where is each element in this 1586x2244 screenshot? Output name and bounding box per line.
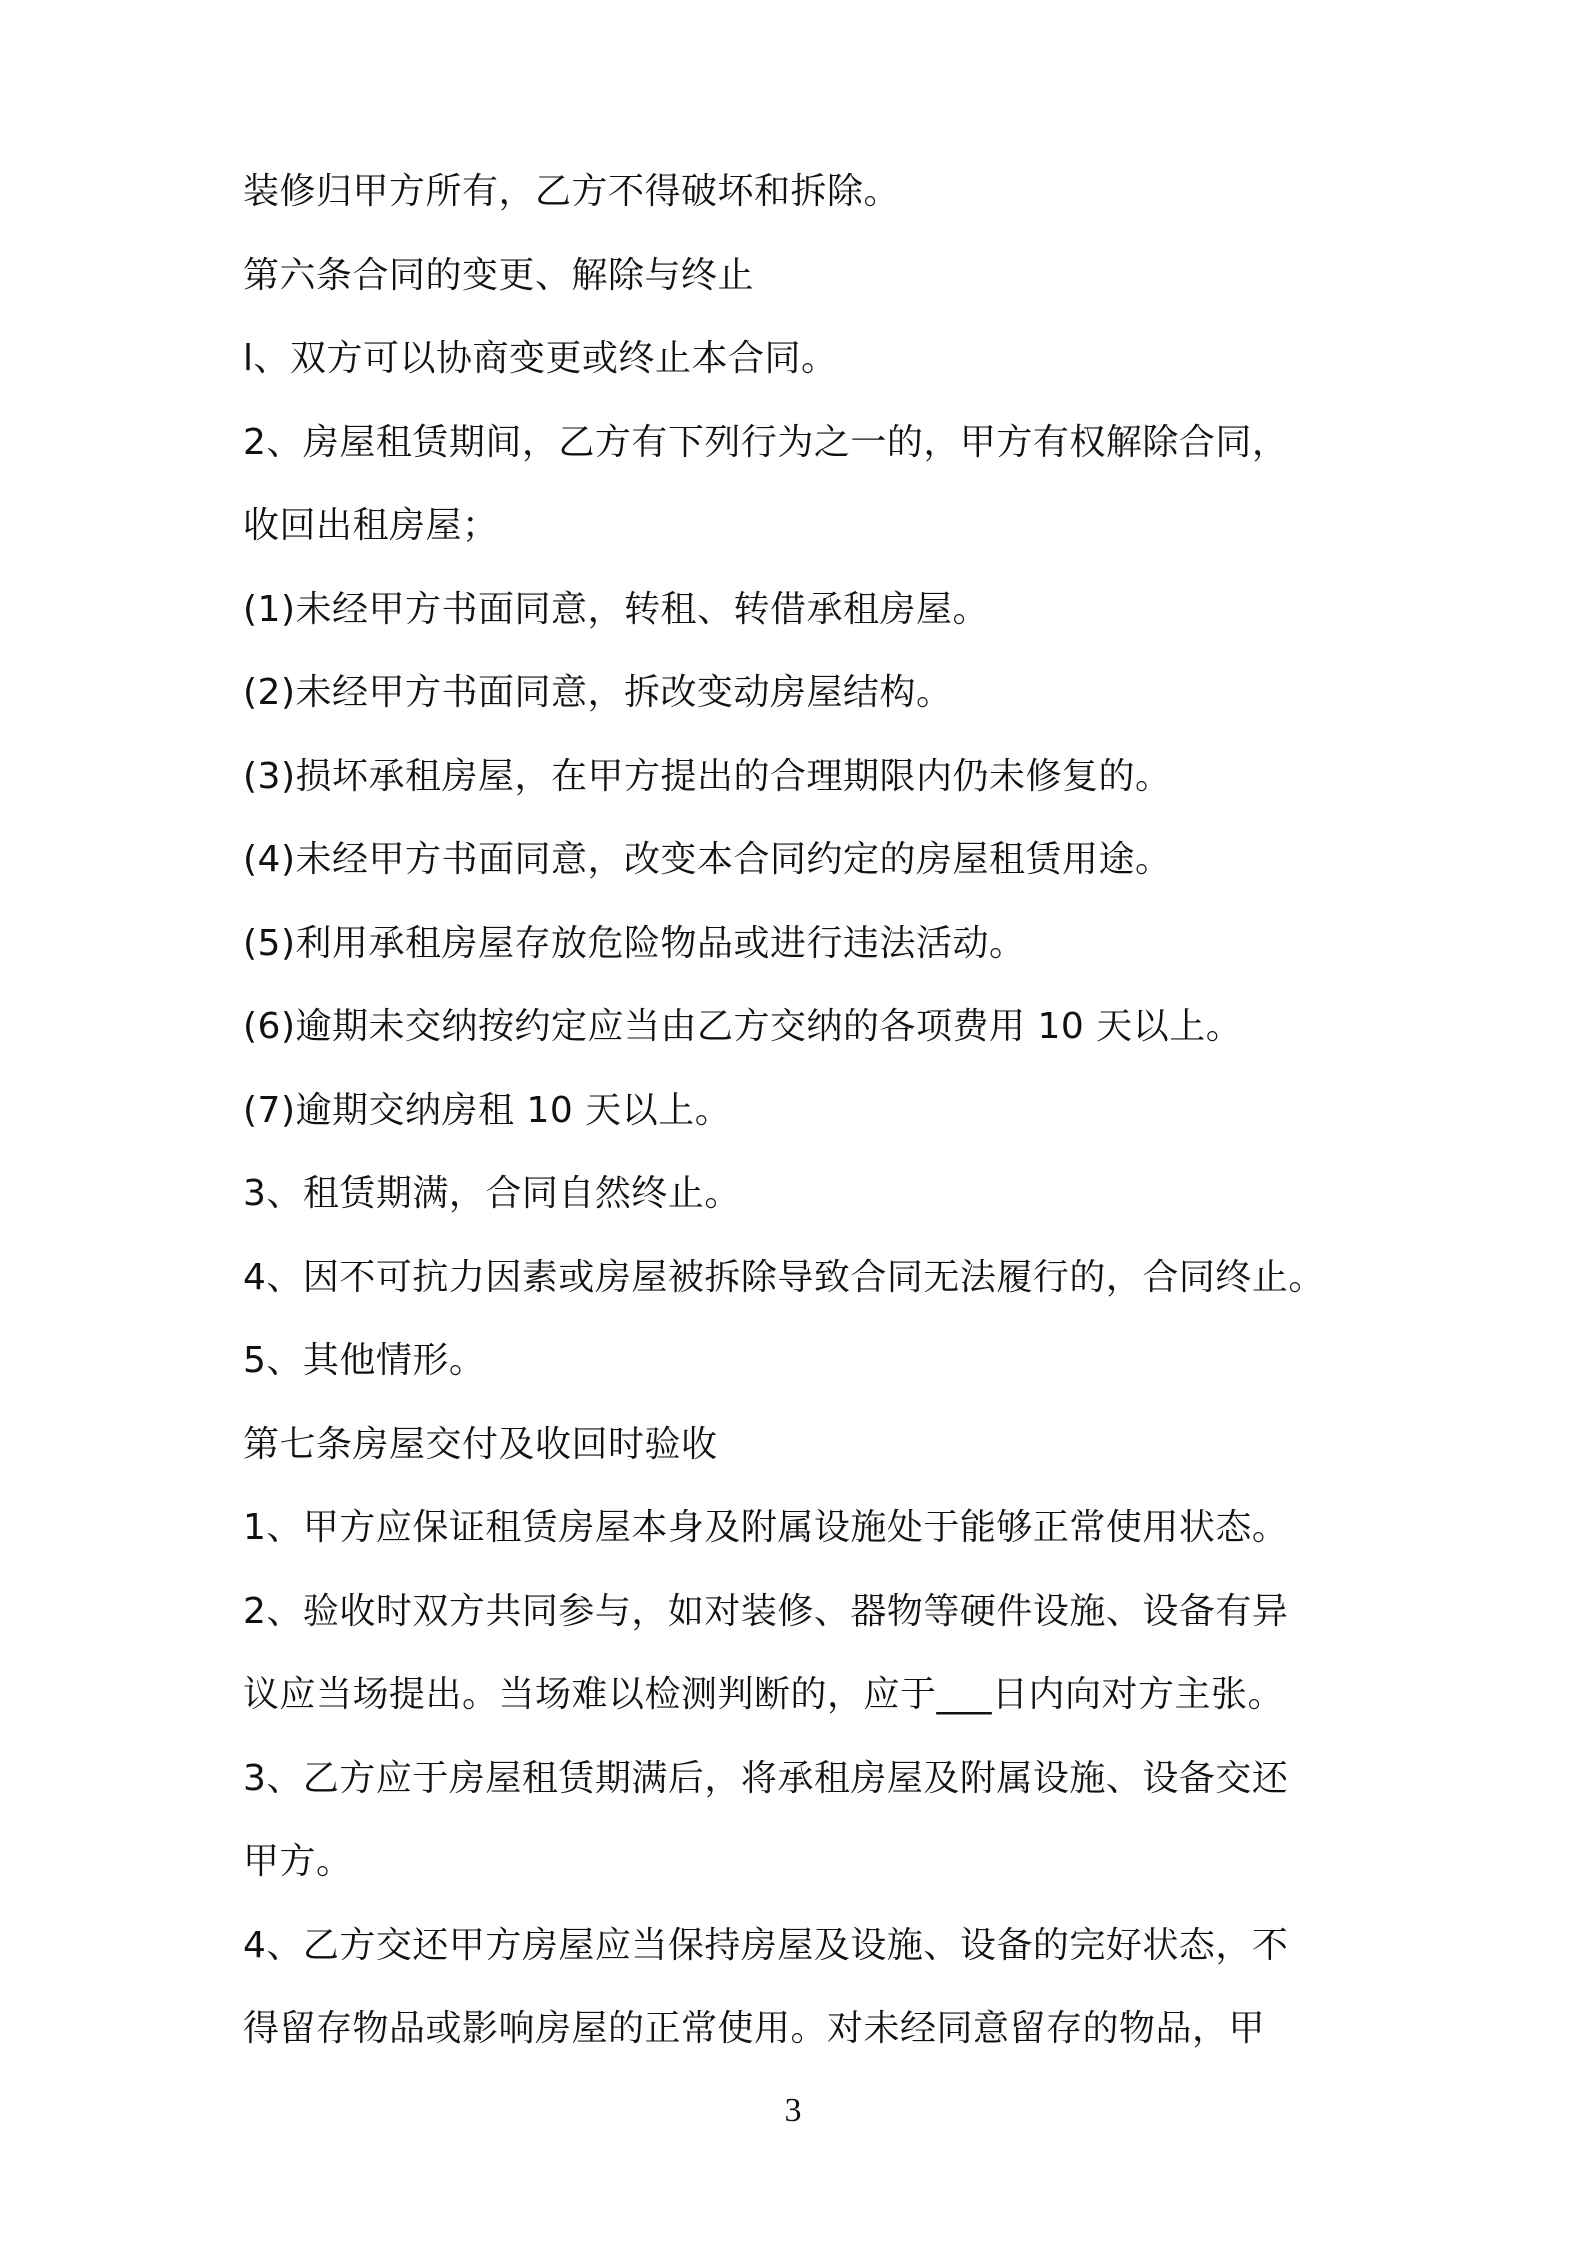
text-line: 3、乙方应于房屋租赁期满后，将承租房屋及附属设施、设备交还	[243, 1757, 1289, 1799]
text-line: 4、因不可抗力因素或房屋被拆除导致合同无法履行的，合同终止。	[243, 1256, 1325, 1298]
text-line: 1、甲方应保证租赁房屋本身及附属设施处于能够正常使用状态。	[243, 1507, 1289, 1548]
text-line: 得留存物品或影响房屋的正常使用。对未经同意留存的物品，甲	[243, 2008, 1266, 2049]
document-body	[243, 150, 1373, 2071]
list-item: (7)逾期交纳房租 10 天以上。	[243, 1089, 732, 1131]
list-item: (5)利用承租房屋存放危险物品或进行违法活动。	[243, 922, 1026, 964]
list-item: (6)逾期未交纳按约定应当由乙方交纳的各项费用 10 天以上。	[243, 1006, 1243, 1047]
text-line: 5、其他情形。	[243, 1340, 486, 1381]
list-item: (2)未经甲方书面同意，拆改变动房屋结构。	[243, 672, 953, 713]
list-item: (3)损坏承租房屋，在甲方提出的合理期限内仍未修复的。	[243, 755, 1172, 797]
list-item: (4)未经甲方书面同意，改变本合同约定的房屋租赁用途。	[243, 839, 1172, 880]
text-line: 甲方。	[243, 1841, 353, 1882]
section-heading: 第六条合同的变更、解除与终止	[243, 254, 755, 296]
text-line: 4、乙方交还甲方房屋应当保持房屋及设施、设备的完好状态，不	[243, 1924, 1289, 1966]
section-heading: 第七条房屋交付及收回时验收	[243, 1423, 718, 1465]
text-line: 2、验收时双方共同参与，如对装修、器物等硬件设施、设备有异	[243, 1590, 1289, 1632]
page-number: 3	[784, 2092, 802, 2129]
text-line: l、双方可以协商变更或终止本合同。	[243, 338, 838, 379]
text-line: 收回出租房屋；	[243, 505, 499, 546]
text-line: 装修归甲方所有，乙方不得破坏和拆除。	[243, 171, 901, 212]
text-line: 3、租赁期满，合同自然终止。	[243, 1173, 741, 1214]
text-line: 议应当场提出。当场难以检测判断的，应于___日内向对方主张。	[243, 1674, 1285, 1715]
list-item: (1)未经甲方书面同意，转租、转借承租房屋。	[243, 588, 989, 630]
text-line: 2、房屋租赁期间，乙方有下列行为之一的，甲方有权解除合同，	[243, 421, 1289, 463]
